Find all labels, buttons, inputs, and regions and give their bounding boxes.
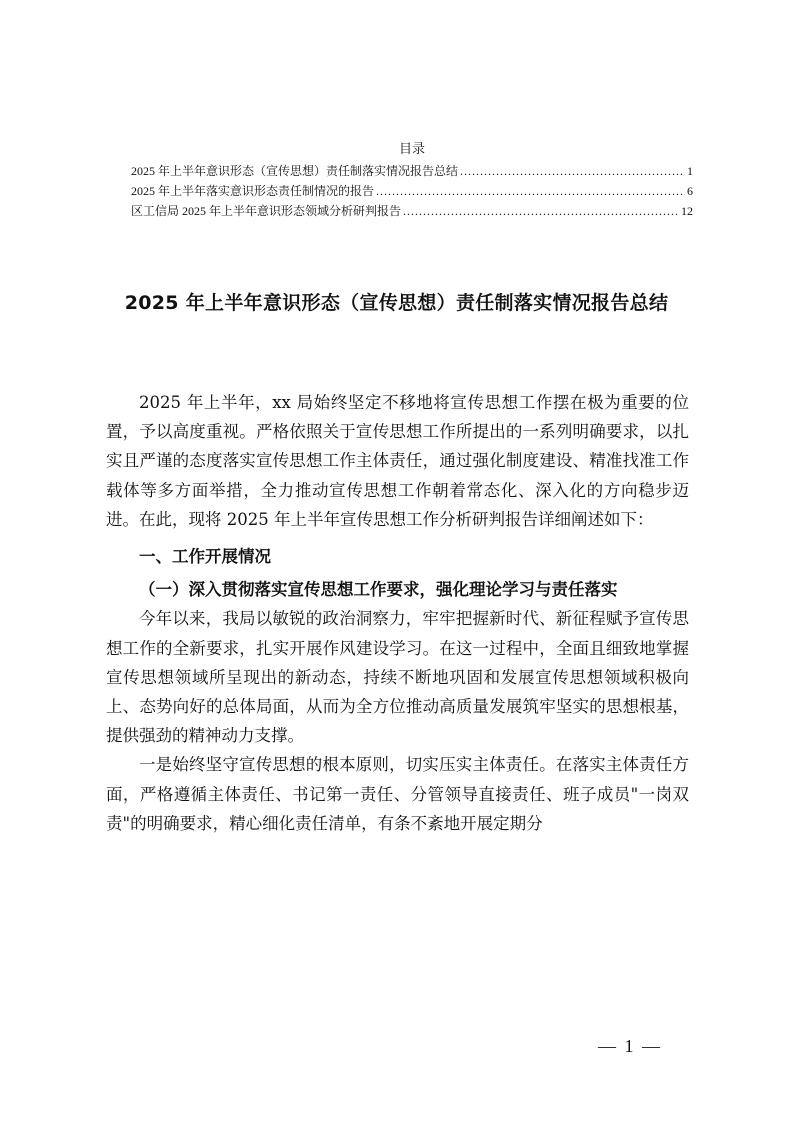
toc-leader-dots	[403, 201, 679, 221]
body-paragraph: 一是始终坚守宣传思想的根本原则，切实压实主体责任。在落实主体责任方面，严格遵循主体责任、书记第一责任、分管领导直接责任、班子成员"一岗双责"的明确要求，精心细化责任清单，有条不紊地开展定期分	[106, 755, 689, 833]
table-of-contents	[131, 139, 693, 221]
document-body	[106, 388, 689, 838]
toc-entry[interactable]	[131, 201, 693, 221]
toc-entry-page: 6	[687, 184, 693, 198]
toc-leader-dots	[376, 181, 685, 201]
document-title: 2025 年上半年意识形态（宣传思想）责任制落实情况报告总结	[124, 292, 669, 314]
intro-paragraph: 2025 年上半年，xx 局始终坚定不移地将宣传思想工作摆在极为重要的位置，予以高度重视。严格依照关于宣传思想工作所提出的一系列明确要求，以扎实且严谨的态度落实宣传思想工作主体责任，通过强化制度建设、精准找准工作载体等多方面举措，全力推动宣传思想工作朝着常态化、深入化的方向稳步迈进。在此，现将 2025 年上半年宣传思想工作分析研判报告详细阐述如下：	[106, 393, 689, 529]
page-number: — 1 —	[598, 1036, 662, 1056]
toc-entry[interactable]	[131, 181, 693, 201]
section-heading: 一、工作开展情况	[139, 547, 271, 567]
body-paragraph: 今年以来，我局以敏锐的政治洞察力，牢牢把握新时代、新征程赋予宣传思想工作的全新要求，扎实开展作风建设学习。在这一过程中，全面且细致地掌握宣传思想领域所呈现出的新动态，持续不断地巩固和发展宣传思想领域积极向上、态势向好的总体局面，从而为全方位推动高质量发展筑牢坚实的思想根基，提供强劲的精神动力支撑。	[106, 609, 689, 746]
toc-title: 目录	[398, 141, 425, 156]
subsection-heading: （一）深入贯彻落实宣传思想工作要求，强化理论学习与责任落实	[139, 580, 618, 600]
toc-entry[interactable]	[131, 161, 693, 181]
toc-entry-page: 1	[687, 164, 693, 178]
toc-entry-page: 12	[681, 204, 693, 218]
toc-entry-text: 2025 年上半年落实意识形态责任制情况的报告	[131, 184, 375, 198]
toc-leader-dots	[460, 161, 685, 181]
toc-entry-text: 2025 年上半年意识形态（宣传思想）责任制落实情况报告总结	[131, 164, 459, 178]
toc-entry-text: 区工信局 2025 年上半年意识形态领域分析研判报告	[131, 204, 402, 218]
